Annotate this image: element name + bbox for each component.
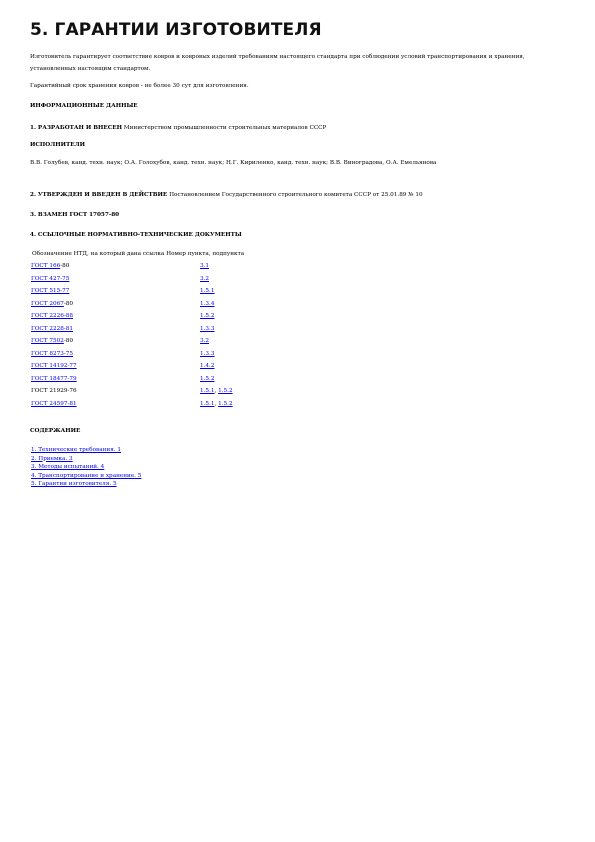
contents-list	[31, 446, 141, 489]
table-cell-document	[31, 388, 77, 394]
table-cell-clause	[200, 326, 214, 332]
table-cell-document	[31, 313, 73, 319]
table-row	[30, 376, 430, 388]
table-row	[30, 351, 430, 363]
table-cell-document	[31, 363, 77, 369]
document-link[interactable]: ГОСТ 2067	[31, 300, 64, 307]
approved-text: Постановлением Государственного строительного комитета СССР от 25.01.89 № 10	[167, 192, 423, 198]
table-cell-document	[31, 376, 77, 382]
table-cell-document	[31, 301, 73, 307]
table-cell-document	[31, 401, 77, 407]
table-row	[30, 288, 430, 300]
document-link[interactable]: ГОСТ 7502	[31, 338, 64, 344]
contents-link[interactable]: 2. Приемка. 3	[31, 455, 73, 462]
clause-link[interactable]: 1.5.1	[200, 400, 215, 407]
document-year: -80	[63, 300, 74, 307]
table-cell-clause	[200, 288, 214, 294]
table-row	[30, 401, 430, 413]
table-row	[30, 326, 430, 338]
contents-title: СОДЕРЖАНИЕ	[30, 428, 81, 434]
developed-text: Министерством промышленности строительных материалов СССР	[121, 125, 327, 131]
document-link[interactable]: ГОСТ 515-77	[31, 288, 70, 294]
document-year: -80	[60, 263, 70, 269]
clause-link[interactable]: 3.2	[200, 338, 210, 344]
table-cell-document	[31, 326, 73, 332]
table-cell-document	[31, 288, 69, 294]
table-cell-clause: 1.5.1, 1.5.2	[200, 388, 233, 394]
document-link[interactable]: ГОСТ 8273-75	[31, 350, 74, 357]
table-cell-clause	[200, 263, 209, 269]
clause-link[interactable]: 3.2	[200, 275, 210, 282]
table-row	[30, 313, 430, 325]
info-title: ИНФОРМАЦИОННЫЕ ДАННЫЕ	[30, 103, 138, 109]
document-link[interactable]: ГОСТ 18477-79	[31, 375, 77, 382]
executors-title: ИСПОЛНИТЕЛИ	[30, 142, 85, 148]
clause-link[interactable]: 1.3.3	[200, 350, 215, 357]
clause-link[interactable]: 1.4.2	[200, 363, 215, 369]
contents-link[interactable]: 5. Гарантии изготовителя. 5	[31, 481, 117, 488]
clause-link[interactable]: 1.5.2	[200, 313, 215, 319]
table-cell-clause	[200, 313, 214, 319]
table-cell-clause	[200, 351, 214, 357]
approved-line	[30, 190, 570, 202]
document-link[interactable]: ГОСТ 24597-81	[31, 400, 77, 407]
document-link[interactable]: ГОСТ 2226-88	[31, 313, 74, 319]
clause-link[interactable]: 1.3.4	[200, 300, 215, 307]
document-year: -80	[63, 338, 74, 344]
table-cell-document	[31, 276, 69, 282]
table-row	[30, 363, 430, 375]
table-row	[30, 388, 430, 400]
table-cell-clause	[200, 376, 214, 382]
document-link: ГОСТ 21929-76	[31, 388, 77, 394]
replaced-line: 3. ВЗАМЕН ГОСТ 17057-80	[30, 212, 120, 218]
table-cell-clause	[200, 276, 209, 282]
document-link[interactable]: ГОСТ 2228-81	[31, 325, 74, 332]
table-cell-document	[31, 263, 69, 269]
table-cell-clause	[200, 363, 214, 369]
reference-table-header: Обозначение НТД, на который дана ссылка Номер пункта, подпункта	[32, 251, 245, 257]
clause-link[interactable]: 3.1	[200, 263, 210, 269]
contents-link[interactable]: 1. Технические требования. 1	[31, 447, 122, 453]
developed-label: 1. РАЗРАБОТАН И ВНЕСЕН	[30, 125, 122, 131]
clause-link[interactable]: 1.5.2	[218, 388, 233, 394]
guarantee-paragraph-2: Гарантийный срок хранения ковров - не более 30 сут для изготовления.	[30, 83, 249, 89]
approved-label: 2. УТВЕРЖДЕН И ВВЕДЕН В ДЕЙСТВИЕ	[30, 192, 168, 198]
section-heading: 5. ГАРАНТИИ ИЗГОТОВИТЕЛЯ	[30, 20, 322, 40]
contents-link[interactable]: 4. Транспортирование и хранение. 5	[31, 472, 142, 479]
table-row	[30, 263, 430, 275]
table-cell-document	[31, 338, 73, 344]
document-link[interactable]: ГОСТ 166	[31, 263, 61, 269]
clause-link[interactable]: 1.5.1	[200, 388, 215, 394]
document-link[interactable]: ГОСТ 14192-77	[31, 363, 77, 369]
table-cell-clause	[200, 338, 209, 344]
refs-title: 4. ССЫЛОЧНЫЕ НОРМАТИВНО-ТЕХНИЧЕСКИЕ ДОКУМЕНТЫ	[30, 232, 242, 238]
clause-link[interactable]: 1.5.1	[200, 288, 215, 294]
developed-line	[30, 123, 570, 135]
contents-link[interactable]: 3. Методы испытаний. 4	[31, 464, 105, 471]
clause-link[interactable]: 1.3.3	[200, 325, 215, 332]
table-cell-clause: 1.5.1, 1.5.2	[200, 400, 233, 407]
clause-link[interactable]: 1.5.2	[200, 375, 215, 382]
clause-link[interactable]: 1.5.2	[218, 400, 233, 407]
table-row	[30, 301, 430, 313]
table-cell-clause	[200, 301, 214, 307]
table-row	[30, 276, 430, 288]
table-row	[30, 338, 430, 350]
document-link[interactable]: ГОСТ 427-75	[31, 275, 70, 282]
guarantee-paragraph-1: Изготовитель гарантирует соответствие ковров и ковровых изделий требованиям настоящего стандарта при соблюдении условий транспортирования и хранения, установленных настоящим стандартом.	[30, 54, 525, 72]
executors-text: В.В. Голубев, канд. техн. наук; О.А. Голохубов, канд. техн. наук; Н.Г. Кириленко, канд. техн. наук; В.В. Виноградова, О.А. Емельянова	[30, 160, 437, 166]
table-cell-document	[31, 351, 73, 357]
